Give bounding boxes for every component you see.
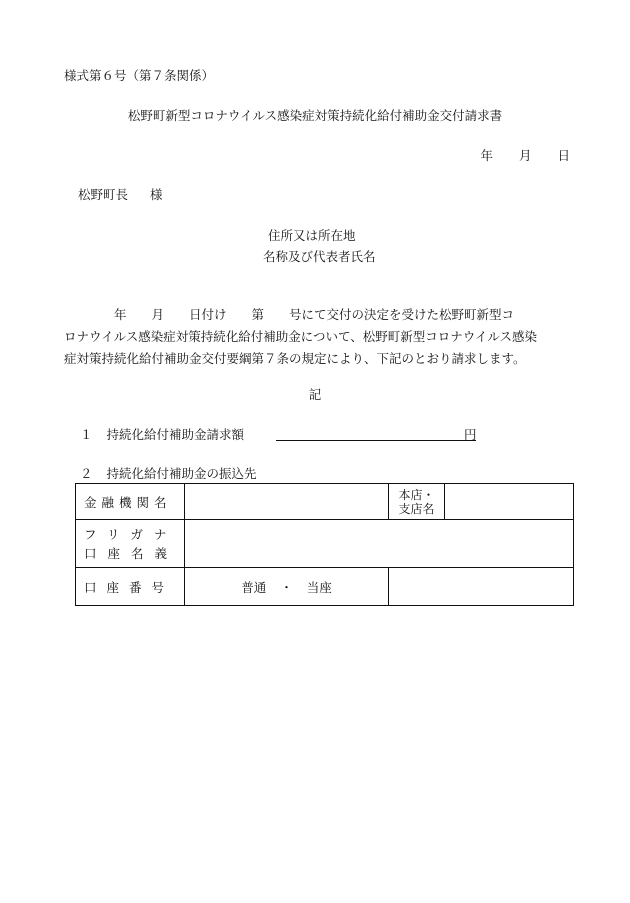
addressee [78, 185, 163, 203]
account-holder-row [76, 520, 574, 568]
applicant-address-label: 住所又は所在地 [268, 228, 356, 243]
account-type-ordinary[interactable]: 普通 [241, 579, 267, 595]
bank-row [76, 484, 574, 520]
branch-label [389, 484, 445, 520]
branch-label-line2: 支店名 [398, 501, 435, 516]
form-number: 様式第６号（第７条関係） [64, 68, 215, 83]
yen-unit: 円 [464, 427, 477, 442]
branch-name-field[interactable] [445, 484, 574, 520]
bank-name-label: 金融機関名 [76, 484, 185, 520]
account-type-current[interactable]: 当座 [306, 579, 332, 595]
date-line [458, 146, 570, 164]
applicant-name-label: 名称及び代表者氏名 [263, 249, 376, 264]
item1-number: １ [80, 427, 93, 442]
bank-account-table [75, 483, 574, 606]
document-title: 松野町新型コロナウイルス感染症対策持続化給付補助金交付請求書 [127, 108, 503, 123]
account-type-cell[interactable] [185, 568, 389, 606]
account-holder-label [76, 520, 185, 568]
item-request-amount [80, 425, 244, 443]
item2-label: 持続化給付補助金の振込先 [106, 466, 257, 481]
account-name-label: 口座名義 [84, 545, 179, 561]
account-number-field[interactable] [389, 568, 574, 606]
account-holder-field[interactable] [185, 520, 574, 568]
body-line-2: ロナウイルス感染症対策持続化給付補助金について、松野町新型コロナウイルス感染 [64, 329, 538, 344]
item1-label: 持続化給付補助金請求額 [106, 427, 245, 442]
item2-number: ２ [80, 466, 93, 481]
item-transfer-destination [80, 464, 257, 482]
bank-name-field[interactable] [185, 484, 389, 520]
date-day: 日 [557, 148, 570, 163]
body-line-3: 症対策持続化給付補助金交付要綱第７条の規定により、下記のとおり請求します。 [64, 351, 526, 366]
account-number-row [76, 568, 574, 606]
date-month: 月 [518, 148, 532, 163]
request-amount-field[interactable] [276, 426, 476, 441]
account-type-separator: ・ [280, 579, 293, 595]
addressee-name: 松野町長 [78, 187, 129, 202]
ki-heading: 記 [308, 387, 322, 402]
request-body [64, 304, 574, 370]
addressee-honorific: 様 [150, 187, 163, 202]
account-number-label: 口座番号 [76, 568, 185, 606]
branch-label-line1: 本店・ [398, 487, 435, 502]
date-year: 年 [480, 148, 493, 163]
body-line-1: 年 月 日付け 第 号にて交付の決定を受けた松野町新型コ [64, 307, 515, 322]
furigana-label: フリガナ [84, 526, 178, 542]
